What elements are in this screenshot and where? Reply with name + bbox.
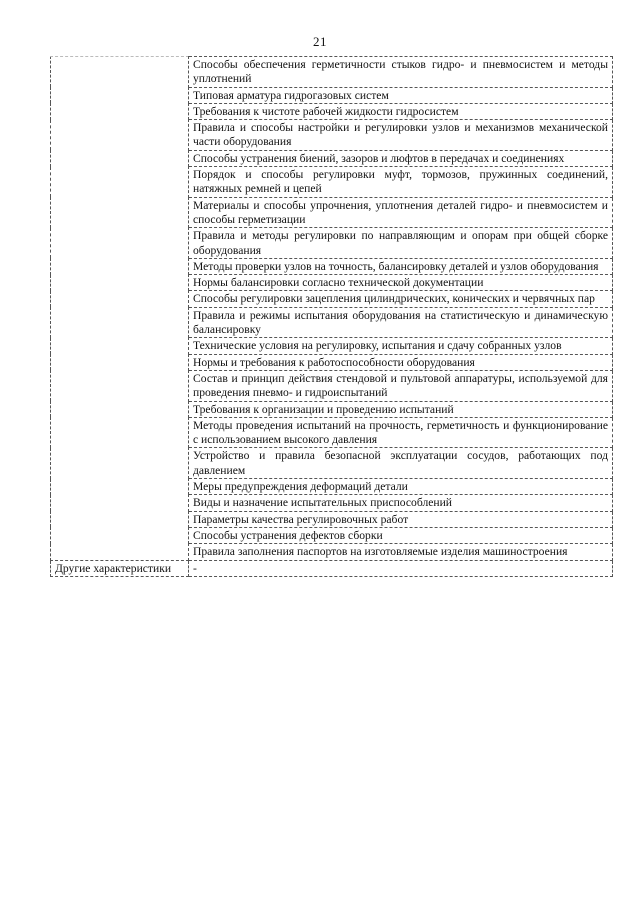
knowledge-item: Способы устранения дефектов сборки [189, 527, 613, 543]
knowledge-item: Виды и назначение испытательных приспособлений [189, 495, 613, 511]
table-row [51, 57, 613, 88]
table-row [51, 560, 613, 576]
knowledge-item: Материалы и способы упрочнения, уплотнения деталей гидро- и пневмосистем и способы герметизации [189, 197, 613, 228]
knowledge-item: Типовая арматура гидрогазовых систем [189, 87, 613, 103]
knowledge-item: Методы проверки узлов на точность, балансировку деталей и узлов оборудования [189, 258, 613, 274]
knowledge-item: Требования к чистоте рабочей жидкости гидросистем [189, 103, 613, 119]
knowledge-item: Способы обеспечения герметичности стыков гидро- и пневмосистем и методы уплотнений [189, 57, 613, 88]
knowledge-item: Способы регулировки зацепления цилиндрических, конических и червячных пар [189, 291, 613, 307]
knowledge-item: Параметры качества регулировочных работ [189, 511, 613, 527]
knowledge-item: Способы устранения биений, зазоров и люфтов в передачах и соединениях [189, 150, 613, 166]
knowledge-item: Нормы и требования к работоспособности оборудования [189, 354, 613, 370]
knowledge-item: Требования к организации и проведению испытаний [189, 401, 613, 417]
knowledge-item: Правила заполнения паспортов на изготовляемые изделия машиностроения [189, 544, 613, 560]
knowledge-item: Методы проведения испытаний на прочность, герметичность и функционирование с использованием высокого давления [189, 417, 613, 448]
knowledge-item: Состав и принцип действия стендовой и пультовой аппаратуры, используемой для проведения пневмо- и гидроиспытаний [189, 370, 613, 401]
knowledge-item: Устройство и правила безопасной эксплуатации сосудов, работающих под давлением [189, 448, 613, 479]
knowledge-item: Правила и методы регулировки по направляющим и опорам при общей сборке оборудования [189, 228, 613, 259]
knowledge-item: Технические условия на регулировку, испытания и сдачу собранных узлов [189, 338, 613, 354]
knowledge-label-cell [51, 57, 189, 561]
knowledge-item: Правила и способы настройки и регулировки узлов и механизмов механической части оборудования [189, 120, 613, 151]
page-number: 21 [313, 34, 327, 49]
knowledge-item: Порядок и способы регулировки муфт, тормозов, пружинных соединений, натяжных ремней и цепей [189, 167, 613, 198]
knowledge-item: Меры предупреждения деформаций детали [189, 479, 613, 495]
requirements-table [50, 56, 613, 577]
other-characteristics-label: Другие характеристики [51, 560, 189, 576]
knowledge-item: Правила и режимы испытания оборудования на статистическую и динамическую балансировку [189, 307, 613, 338]
knowledge-item: Нормы балансировки согласно технической документации [189, 275, 613, 291]
other-characteristics-value: - [189, 560, 613, 576]
